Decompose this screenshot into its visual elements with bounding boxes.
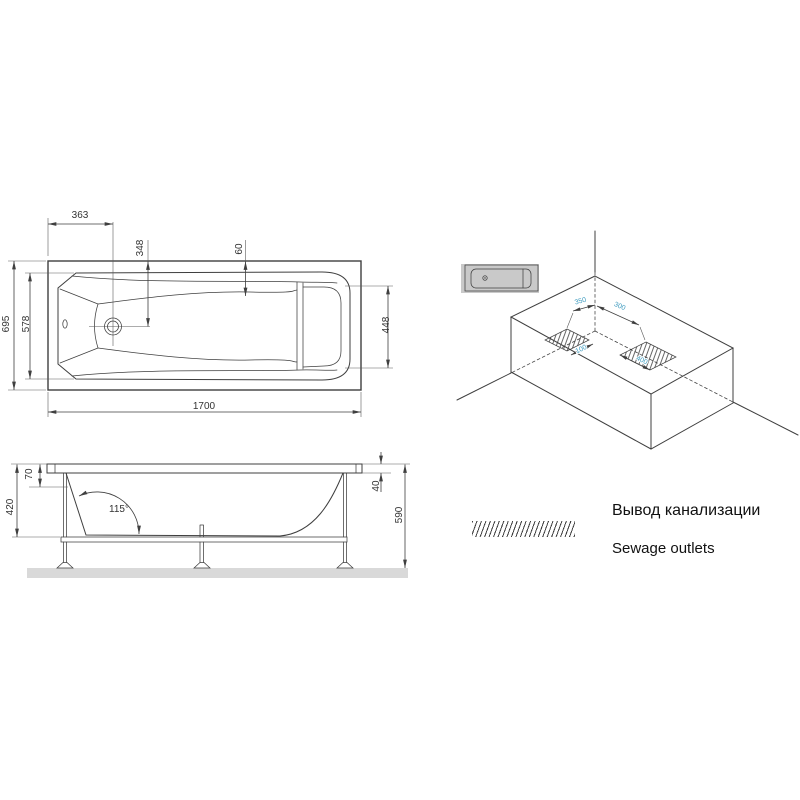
- box-bottom-edges: [511, 372, 733, 449]
- dim-300: 300: [612, 301, 627, 313]
- tub-seat-inner-rect: [303, 287, 341, 367]
- bathtub-thumbnail: [461, 264, 539, 293]
- dim-40: 40: [371, 480, 382, 492]
- floor-line-right-hidden: [595, 331, 733, 402]
- tub-profile: [66, 473, 343, 536]
- tub-backrest-diagonal-bottom: [60, 348, 98, 363]
- iso-view-drawing: [440, 225, 800, 445]
- thumbnail-shadow: [461, 264, 539, 293]
- box-top-face: [511, 276, 733, 394]
- base-frame: [61, 537, 347, 542]
- dim-363: 363: [71, 210, 89, 221]
- dim-448: 448: [381, 316, 392, 334]
- sewage-outlet-hatch-swatch: [472, 521, 575, 537]
- dim-590: 590: [394, 506, 405, 524]
- plan-view-drawing: [0, 195, 430, 430]
- dim-100: 100: [574, 343, 589, 356]
- tub-seat-step-lines: [297, 282, 303, 370]
- tub-waterline-bottom: [72, 370, 337, 376]
- dim-70: 70: [24, 468, 35, 480]
- dim-348: 348: [135, 239, 146, 257]
- dim-695: 695: [1, 315, 12, 333]
- middle-leg-lower: [200, 542, 204, 563]
- sewage-zone-right: [620, 342, 676, 370]
- tub-backrest-curve: [95, 304, 99, 348]
- floor-strip: [27, 568, 408, 578]
- ext-350: [567, 313, 573, 328]
- ext-300: [640, 327, 645, 340]
- left-leg-lower: [64, 542, 67, 563]
- dim-420: 420: [5, 498, 16, 516]
- dim-angle-115: 115°: [109, 504, 129, 515]
- left-leg: [64, 474, 67, 538]
- dim-1700: 1700: [192, 401, 216, 412]
- thumbnail-drain-center: [484, 277, 485, 278]
- floor-line-right: [733, 402, 798, 435]
- legend-label-english: Sewage outlets: [612, 540, 715, 557]
- side-view-drawing: [0, 440, 430, 600]
- floor-line-left: [457, 373, 511, 400]
- left-foot: [57, 563, 73, 569]
- right-leg-lower: [344, 542, 347, 563]
- box-vertical-edges: [511, 317, 733, 449]
- right-leg: [344, 474, 347, 538]
- legend-label-russian: Вывод канализации: [612, 502, 761, 519]
- dim-350: 350: [574, 296, 588, 307]
- tub-backrest-diagonal-top: [60, 289, 98, 304]
- overflow-hole: [63, 320, 67, 328]
- dim-578: 578: [21, 315, 32, 333]
- rim-deck: [47, 464, 362, 473]
- dim-60: 60: [234, 243, 245, 255]
- tub-basin-top-edge: [98, 290, 297, 304]
- dim-400: 400: [634, 354, 649, 367]
- tub-basin-bottom-edge: [98, 348, 297, 362]
- tub-inner-rim: [58, 272, 350, 380]
- right-foot: [337, 563, 353, 569]
- middle-foot: [194, 563, 210, 569]
